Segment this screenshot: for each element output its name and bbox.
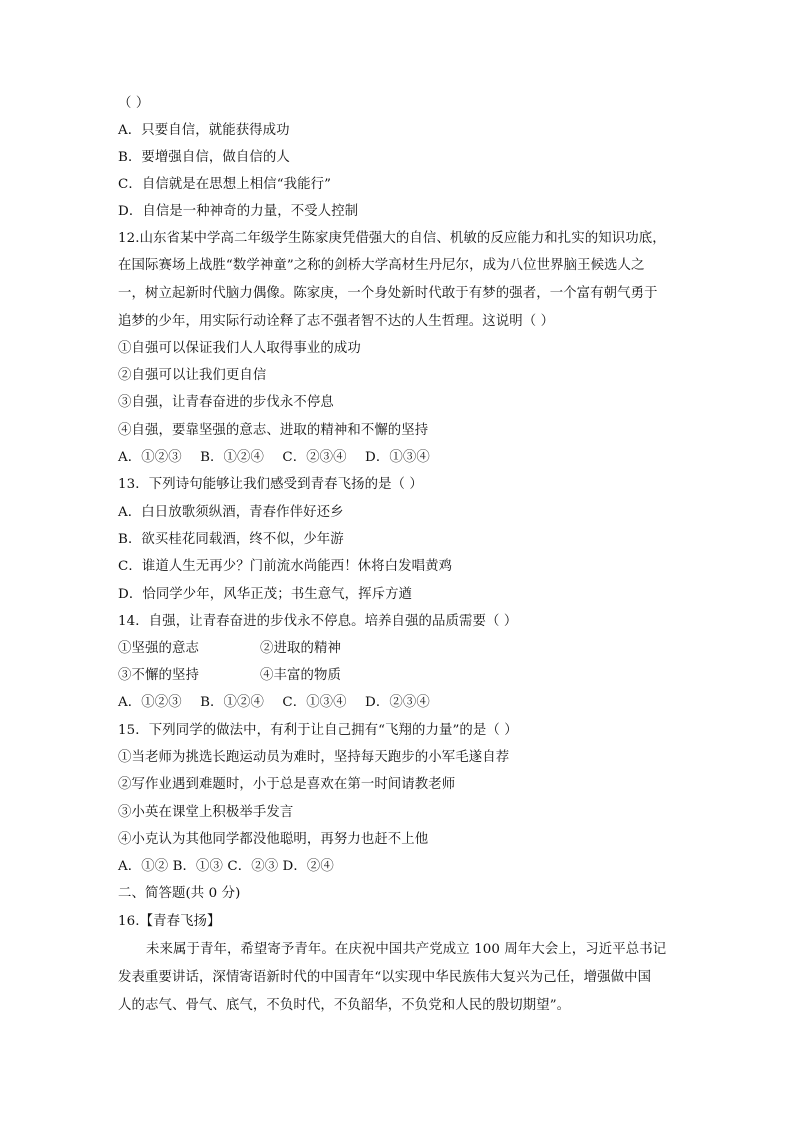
- q14-item-4: ④丰富的物质: [260, 668, 341, 683]
- q16-title: 16.【青春飞扬】: [118, 914, 221, 929]
- q16-para-line-2: 发表重要讲话，深情寄语新时代的中国青年“以实现中华民族伟大复兴为己任，增强做中国: [118, 970, 652, 985]
- q12-stem-line-4: 追梦的少年，用实际行动诠释了志不强者智不达的人生哲理。这说明（ ）: [118, 314, 555, 329]
- q13-stem: 13．下列诗句能够让我们感受到青春飞扬的是（ ）: [118, 477, 423, 492]
- q14-item-2: ②进取的精神: [260, 641, 341, 656]
- q12-choices: [118, 448, 430, 468]
- q11-option-b: B．要增强自信，做自信的人: [118, 150, 290, 165]
- q15-item-2: ②写作业遇到难题时，小于总是喜欢在第一时间请教老师: [118, 777, 456, 792]
- q15-item-1: ①当老师为挑选长跑运动员为难时，坚持每天跑步的小军毛遂自荐: [118, 750, 510, 765]
- q15-item-4: ④小克认为其他同学都没他聪明，再努力也赶不上他: [118, 832, 429, 847]
- q12-item-3: ③自强，让青春奋进的步伐永不停息: [118, 395, 334, 410]
- q15-stem: 15．下列同学的做法中，有利于让自己拥有“飞翔的力量”的是（ ）: [118, 723, 518, 738]
- q14-items-row-2: [118, 666, 341, 686]
- q14-stem: 14．自强，让青春奋进的步伐永不停息。培养自强的品质需要（ ）: [118, 614, 518, 629]
- q11-option-a: A．只要自信，就能获得成功: [118, 123, 290, 138]
- q16-para-line-3: 人的志气、骨气、底气，不负时代，不负韶华，不负党和人民的殷切期望”。: [118, 998, 571, 1013]
- q11-answer-paren: （ ）: [118, 96, 150, 111]
- q15-item-3: ③小英在课堂上积极举手发言: [118, 805, 294, 820]
- q12-item-4: ④自强，要靠坚强的意志、进取的精神和不懈的坚持: [118, 423, 429, 438]
- q13-option-b: B．欲买桂花同载酒，终不似，少年游: [118, 532, 344, 547]
- q14-choice-d: D．②③④: [365, 695, 430, 710]
- q11-option-c: C．自信就是在思想上相信“我能行”: [118, 177, 332, 192]
- q14-item-1: ①坚强的意志: [118, 641, 199, 656]
- q13-option-d: D．恰同学少年，风华正茂；书生意气，挥斥方遒: [118, 587, 413, 602]
- q12-stem-line-2: 在国际赛场上战胜“数学神童”之称的剑桥大学高材生丹尼尔，成为八位世界脑王候选人之: [118, 258, 645, 273]
- q16-para-line-1: 未来属于青年，希望寄予青年。在庆祝中国共产党成立 100 周年大会上，习近平总书记: [146, 942, 667, 957]
- q12-stem-line-3: 一，树立起新时代脑力偶像。陈家庚，一个身处新时代敢于有梦的强者，一个富有朝气勇于: [118, 286, 658, 301]
- q12-choice-a: A．①②③: [118, 450, 182, 465]
- q12-stem-line-1: 12.山东省某中学高二年级学生陈家庚凭借强大的自信、机敏的反应能力和扎实的知识功底，: [118, 231, 666, 246]
- q15-choices: A．①② B．①③ C．②③ D．②④: [118, 859, 334, 874]
- q12-item-1: ①自强可以保证我们人人取得事业的成功: [118, 341, 361, 356]
- q13-option-a: A．白日放歌须纵酒，青春作伴好还乡: [118, 505, 344, 520]
- q14-items-row-1: [118, 639, 341, 659]
- q14-choices: [118, 693, 430, 713]
- q11-option-d: D．自信是一种神奇的力量，不受人控制: [118, 204, 359, 219]
- q12-item-2: ②自强可以让我们更自信: [118, 368, 267, 383]
- section-2-heading: 二、简答题(共 0 分): [118, 886, 241, 901]
- q12-choice-b: B．①②④: [200, 450, 264, 465]
- q14-item-3: ③不懈的坚持: [118, 668, 199, 683]
- q14-choice-a: A．①②③: [118, 695, 182, 710]
- q14-choice-b: B．①②④: [200, 695, 264, 710]
- q12-choice-c: C．②③④: [282, 450, 347, 465]
- q14-choice-c: C．①③④: [282, 695, 347, 710]
- q12-choice-d: D．①③④: [365, 450, 430, 465]
- q13-option-c: C．谁道人生无再少？门前流水尚能西！休将白发唱黄鸡: [118, 559, 453, 574]
